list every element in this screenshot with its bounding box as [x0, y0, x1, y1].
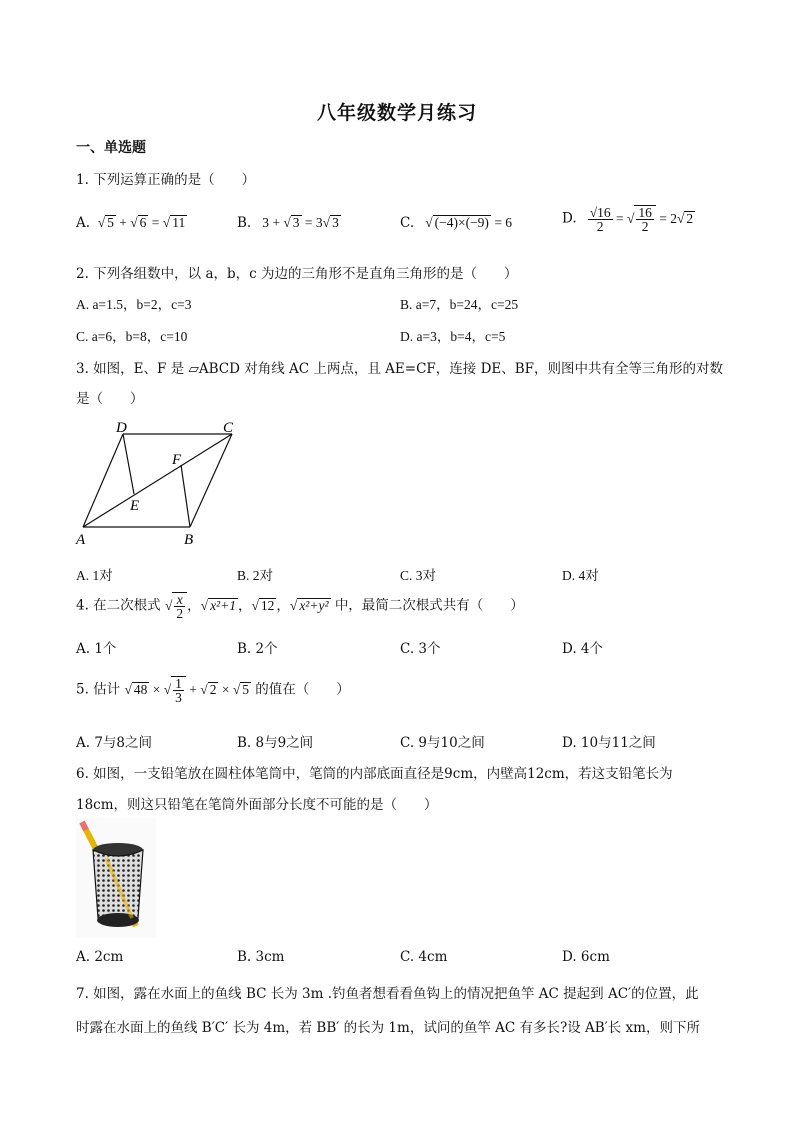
question-4-stem	[76, 592, 524, 620]
q4-option-a: A. 1个	[76, 641, 117, 657]
diagonal-ac	[83, 434, 232, 527]
q4-option-c: C. 3个	[400, 641, 441, 657]
q5-option-c: C. 9与10之间	[400, 735, 485, 751]
edge-cb	[190, 434, 232, 527]
q1-option-d	[562, 205, 695, 233]
q3-option-a: A. 1对	[76, 568, 113, 583]
q2-option-d: D. a=3，b=4，c=5	[400, 329, 506, 344]
question-7-stem-line1: 7. 如图，露在水面上的鱼线 BC 长为 3m .钓鱼者想看看鱼钩上的情况把鱼竿 AC 提起到 AC′的位置，此	[76, 986, 699, 1002]
q3-option-d: D. 4对	[562, 568, 599, 583]
q5-option-b: B. 8与9之间	[237, 735, 314, 751]
question-3-stem-line2: 是（ ）	[76, 391, 144, 407]
q1-option-a	[76, 215, 187, 231]
edge-ad	[83, 434, 123, 527]
q5-stem-prefix: 5. 估计	[76, 681, 121, 698]
q6-option-c: C. 4cm	[400, 949, 448, 965]
q1-option-c-expr: √ (−4)×(−9) = 6	[418, 215, 513, 230]
q1-option-c	[400, 215, 512, 231]
q4-radicals: √ $\frac{x}{2}$ ，√ x²+1 ，√ 12 ，√ x²+y²	[164, 592, 329, 621]
q5-option-d: D. 10与11之间	[562, 735, 656, 751]
question-7-stem-line2: 时露在水面上的鱼线 B′C′ 长为 4m，若 BB′ 的长为 1m，试问的鱼竿 AC 有多长?设 AB′长 xm，则下所	[76, 1020, 700, 1036]
q1-option-c-label: C.	[400, 215, 415, 231]
question-3-stem-line1: 3. 如图，E、F 是 ▱ABCD 对角线 AC 上两点，且 AE=CF，连接 DE、BF，则图中共有全等三角形的对数	[76, 361, 724, 377]
q1-option-d-expr: $\frac{√16}{2}$ = √ $\frac{16}{2}$ = 2√ 2	[589, 205, 694, 234]
q1-option-a-expr: √ 5 + √ 6 = √ 11	[94, 215, 186, 230]
q5-stem-suffix: 的值在（ ）	[255, 681, 350, 698]
question-1-stem: 1. 下列运算正确的是（ ）	[76, 172, 256, 188]
label-b: B	[184, 532, 194, 548]
label-c: C	[223, 420, 234, 436]
section-heading: 一、单选题	[76, 140, 146, 156]
label-e: E	[130, 498, 140, 514]
q3-option-b: B. 2对	[237, 568, 274, 583]
page-title: 八年级数学月练习	[316, 102, 477, 124]
question-6-stem-line2: 18cm，则这只铅笔在笔筒外面部分长度不可能的是（ ）	[76, 797, 438, 813]
q4-stem-prefix: 4. 在二次根式	[76, 597, 161, 614]
question-2-stem: 2. 下列各组数中，以 a，b，c 为边的三角形不是直角三角形的是（ ）	[76, 266, 518, 282]
segment-bf	[181, 465, 190, 527]
q1-option-a-label: A.	[76, 215, 91, 231]
q6-option-d: D. 6cm	[562, 949, 610, 965]
q2-option-c: C. a=6，b=8，c=10	[76, 329, 188, 344]
q5-option-a: A. 7与8之间	[76, 735, 153, 751]
q1-option-b-label: B.	[237, 215, 252, 231]
pencil-holder-image	[76, 818, 156, 938]
q1-option-b-expr: 3 + √ 3 = 3√ 3	[255, 215, 339, 230]
q1-option-d-label: D.	[562, 210, 577, 227]
q4-stem-suffix: 中，最简二次根式共有（ ）	[334, 597, 524, 614]
q6-option-b: B. 3cm	[237, 949, 285, 965]
question-5-stem	[76, 676, 350, 704]
q2-option-b: B. a=7，b=24，c=25	[400, 297, 519, 312]
q5-expression: √ 48 × √ $\frac{1}{3}$ + √ 2 × √ 5	[124, 676, 249, 705]
q6-option-a: A. 2cm	[76, 949, 124, 965]
label-d: D	[116, 420, 127, 436]
q3-option-c: C. 3对	[400, 568, 437, 583]
question-6-stem-line1: 6. 如图，一支铅笔放在圆柱体笔筒中，笔筒的内部底面直径是9cm，内壁高12cm，若这支铅笔长为	[76, 766, 673, 782]
q4-option-b: B. 2个	[237, 641, 278, 657]
label-a: A	[76, 532, 86, 548]
q2-option-a: A. a=1.5，b=2，c=3	[76, 297, 192, 312]
q1-option-b	[237, 215, 341, 231]
parallelogram-figure	[70, 414, 250, 548]
label-f: F	[172, 452, 182, 468]
q4-option-d: D. 4个	[562, 641, 604, 657]
segment-de	[123, 434, 134, 494]
